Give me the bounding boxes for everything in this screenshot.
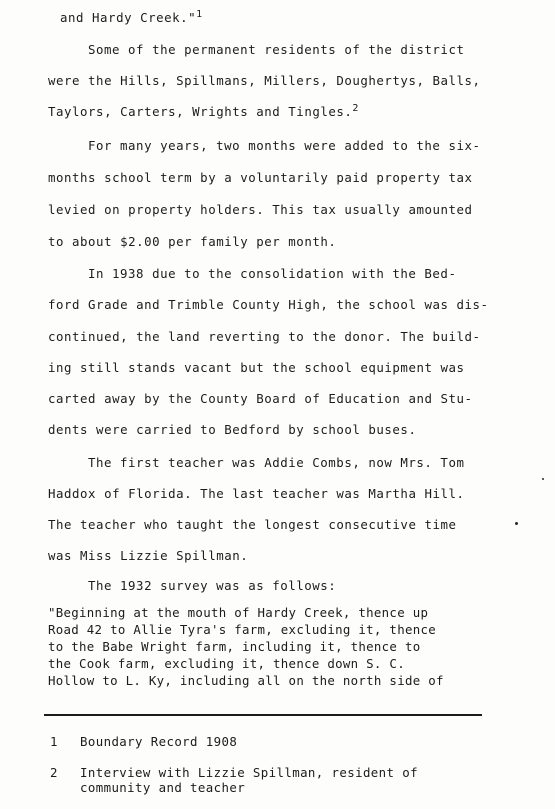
text-line: were the Hills, Spillmans, Millers, Doughertys, Balls, (48, 73, 481, 88)
text-line: months school term by a voluntarily paid property tax (48, 170, 473, 185)
text-line: Some of the permanent residents of the district (88, 42, 465, 57)
text-line: continued, the land reverting to the donor. The build- (48, 329, 481, 344)
quote-line: "Beginning at the mouth of Hardy Creek, thence up (48, 605, 429, 620)
scan-speck (515, 522, 518, 525)
text-line: carted away by the County Board of Education and Stu- (48, 391, 473, 406)
text-line: levied on property holders. This tax usually amounted (48, 202, 473, 217)
text-line: ing still stands vacant but the school equipment was (48, 360, 465, 375)
footnote-rule (44, 714, 482, 716)
text-line: dents were carried to Bedford by school buses. (48, 422, 417, 437)
footnote-text: Boundary Record 1908 (80, 734, 238, 749)
footnote-text: Interview with Lizzie Spillman, resident of (80, 765, 418, 780)
text-line: For many years, two months were added to the six- (88, 138, 481, 153)
text-line: The 1932 survey was as follows: (88, 578, 337, 593)
quote-line: to the Babe Wright farm, including it, thence to (48, 639, 421, 654)
quote-line: Hollow to L. Ky, including all on the north side of (48, 673, 444, 688)
footnote-marker: 2 (352, 103, 359, 114)
quote-line: Road 42 to Allie Tyra's farm, excluding it, thence (48, 622, 436, 637)
text-line: ford Grade and Trimble County High, the school was dis- (48, 297, 489, 312)
text-line: was Miss Lizzie Spillman. (48, 548, 249, 563)
text-line: and Hardy Creek."$^1$ (60, 9, 203, 25)
text-line: to about $2.00 per family per month. (48, 234, 337, 249)
text-line: In 1938 due to the consolidation with the Bed- (88, 266, 457, 281)
footnote-number: 1 (50, 734, 58, 749)
scan-speck (542, 478, 544, 480)
text-line: The teacher who taught the longest consecutive time (48, 517, 457, 532)
text-line: Haddox of Florida. The last teacher was Martha Hill. (48, 486, 465, 501)
text-line: The first teacher was Addie Combs, now Mrs. Tom (88, 455, 465, 470)
footnote-marker: 1 (196, 9, 203, 20)
text-line: Taylors, Carters, Wrights and Tingles.$^2$ (48, 103, 359, 119)
footnote-number: 2 (50, 765, 58, 780)
quote-line: the Cook farm, excluding it, thence down S. C. (48, 656, 405, 671)
footnote-text: community and teacher (80, 780, 246, 795)
